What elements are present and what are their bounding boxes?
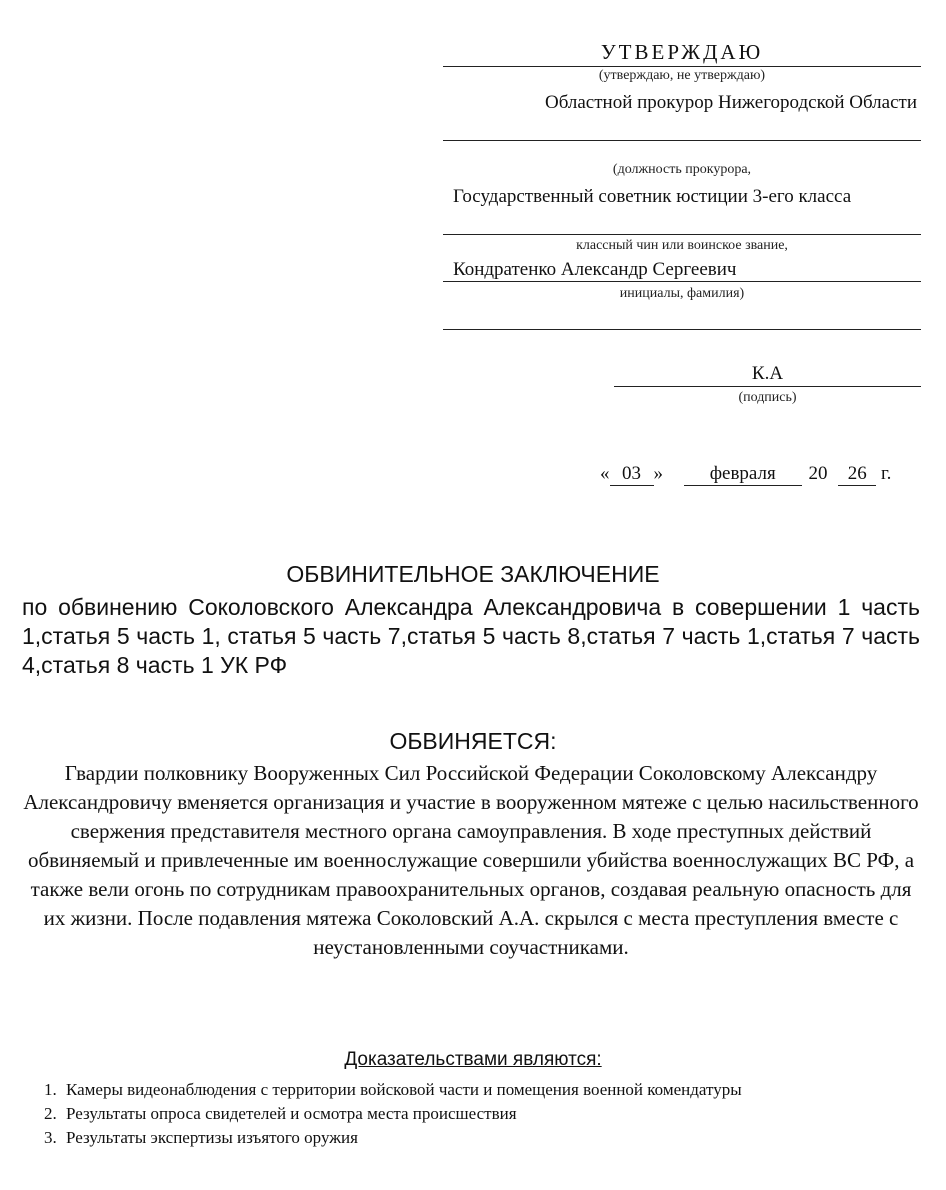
accused-text: Гвардии полковнику Вооруженных Сил Российской Федерации Соколовскому Александру Александровичу вменяется организация и участие в вооруженном мятеже с целью насильственного свержения представителя местного органа самоуправления. В ходе преступных действий обвиняемый и привлеченные им военнослужащие совершили убийства военнослужащих ВС РФ, а также вели огонь по сотрудникам правоохранительных органов, создавая реальную опасность для их жизни. После подавления мятежа Соколовский А.А. скрылся с места преступления вместе с неустановленными соучастниками. (23, 761, 919, 959)
date-suffix: г. (881, 463, 892, 484)
evidence-text: Результаты экспертизы изъятого оружия (66, 1128, 358, 1147)
approval-block (443, 38, 921, 67)
prosecutor-rank: Государственный советник юстиции 3-его класса (453, 186, 852, 207)
evidence-item (0, 1104, 921, 1124)
name-hint: инициалы, фамилия) (619, 286, 745, 301)
evidence-number: 1. (44, 1080, 57, 1099)
prosecutor-position: Областной прокурор Нижегородской Области (544, 92, 917, 113)
evidence-text: Камеры видеонаблюдения с территории войсковой части и помещения военной комендатуры (66, 1080, 742, 1099)
approval-title-hint: (утверждаю, не утверждаю) (598, 68, 766, 83)
signature: К.А (751, 363, 784, 384)
prosecutor-name-field (443, 258, 921, 282)
date-day: 03 (610, 463, 654, 486)
date-open-quote: « (600, 463, 610, 484)
document-subject: по обвинению Соколовского Александра Александровича в совершении 1 часть 1,статья 5 часть 1, статья 5 часть 7,статья 5 часть 8,статья 7 часть 1,статья 7 часть 4,статья 8 часть 1 УК РФ (22, 594, 920, 678)
signature-hint: (подпись) (738, 390, 797, 405)
date-century: 20 (808, 463, 828, 484)
rank-hint: классный чин или воинское звание, (576, 238, 788, 253)
date-close-quote: » (653, 463, 663, 484)
prosecutor-rank-field (443, 184, 921, 235)
position-hint: (должность прокурора, (612, 162, 752, 177)
date-year: 26 (838, 463, 876, 486)
evidence-heading: Доказательствами являются: (344, 1049, 602, 1070)
signature-field (614, 362, 921, 387)
approval-date (600, 463, 891, 486)
evidence-number: 2. (44, 1104, 57, 1123)
approval-title: УТВЕРЖДАЮ (600, 40, 764, 64)
prosecutor-position-field (443, 90, 921, 141)
evidence-item (0, 1080, 921, 1100)
accused-heading: ОБВИНЯЕТСЯ: (389, 728, 557, 754)
evidence-item (0, 1128, 921, 1148)
prosecutor-name: Кондратенко Александр Сергеевич (453, 259, 737, 280)
evidence-text: Результаты опроса свидетелей и осмотра места происшествия (66, 1104, 517, 1123)
evidence-list (0, 1080, 921, 1148)
document-title: ОБВИНИТЕЛЬНОЕ ЗАКЛЮЧЕНИЕ (286, 561, 660, 587)
evidence-number: 3. (44, 1128, 57, 1147)
blank-line (443, 306, 921, 330)
date-month: февраля (684, 463, 802, 486)
